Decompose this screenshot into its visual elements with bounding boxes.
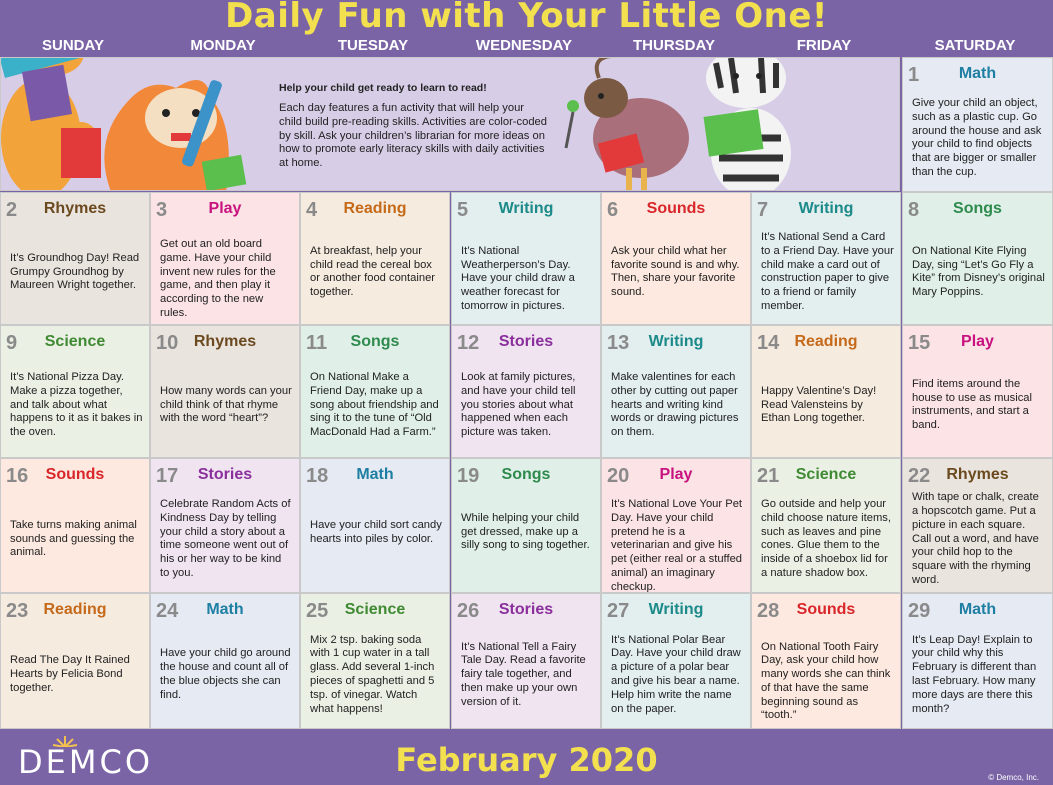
skill-label: Math [958, 601, 997, 618]
weekday-sunday: SUNDAY [42, 37, 104, 54]
skill-label: Rhymes [946, 466, 1009, 483]
weekday-monday: MONDAY [190, 37, 256, 54]
skill-label: Reading [43, 601, 107, 618]
activity-text: It’s National Love Your Pet Day. Have your child pretend he is a veterinarian and give his pet (either real or a stuffed animal) an imaginary checkup. [611, 498, 743, 593]
activity-text: It’s Groundhog Day! Read Grumpy Groundhog by Maureen Wright together. [10, 251, 140, 292]
day-cell-29 [902, 593, 1053, 729]
skill-label: Songs [350, 333, 400, 350]
skill-label: Stories [197, 466, 253, 483]
day-number: 6 [607, 199, 619, 221]
activity-text: Mix 2 tsp. baking soda with 1 cup water in a tall glass. Add several 1-inch pieces of spaghetti and 5 tsp. of vinegar. Watch what happens! [310, 633, 435, 715]
activity-text: It’s National Weatherperson’s Day. Have your child draw a weather forecast for tomorrow in pictures. [461, 244, 575, 313]
demco-logo: DEMCO [18, 743, 153, 781]
kangaroo-illustration [1, 58, 101, 191]
skill-label: Writing [798, 200, 854, 217]
skill-label: Math [206, 601, 244, 618]
zebra-illustration [703, 58, 791, 191]
activity-text: Get out an old board game. Have your child invent new rules for the game, and then play it according to the new rules. [160, 238, 276, 319]
activity-text: It’s National Tell a Fairy Tale Day. Read a favorite fairy tale together, and then make up your own version of it. [461, 640, 586, 708]
day-number: 7 [757, 199, 769, 221]
skill-label: Math [958, 65, 997, 82]
skill-label: Songs [953, 200, 1002, 217]
activity-text: At breakfast, help your child read the cereal box or another food container together. [310, 244, 436, 299]
day-cell-20 [601, 458, 751, 593]
activity-text: Read The Day It Rained Hearts by Felicia Bond together. [10, 654, 130, 694]
day-number: 18 [306, 465, 329, 487]
weekday-wednesday: WEDNESDAY [475, 37, 573, 54]
skill-label: Play [961, 333, 994, 350]
skill-label: Math [356, 466, 394, 483]
day-number: 10 [156, 332, 179, 354]
weekday-thursday: THURSDAY [633, 37, 715, 54]
day-cell-2 [0, 192, 150, 325]
activity-text: It’s National Send a Card to a Friend Day. Have your child make a card out of construction paper to give to a friend or family member. [761, 231, 894, 313]
weekday-tuesday: TUESDAY [337, 37, 409, 54]
weekday-saturday: SATURDAY [934, 37, 1016, 54]
skill-label: Sounds [45, 466, 105, 483]
day-number: 27 [607, 600, 630, 622]
activity-text: Find items around the house to use as musical instruments, and start a band. [912, 377, 1033, 432]
activity-text: Have your child go around the house and count all of the blue objects she can find. [160, 647, 291, 701]
activity-text: Celebrate Random Acts of Kindness Day by telling your child a story about a time someone went out of his or her way to be kind to you. [160, 498, 291, 580]
activity-text: On National Tooth Fairy Day, ask your child how many words she can think of that have the same beginning sound as “tooth.” [761, 640, 891, 722]
month-title: February 2020 [395, 741, 658, 779]
day-cell-21 [751, 458, 901, 593]
day-cell-22 [902, 458, 1053, 593]
day-cell-25 [300, 593, 450, 729]
activity-text: On National Kite Flying Day, sing “Let’s Go Fly a Kite” from Disney’s original Mary Poppins. [912, 244, 1045, 299]
day-cell-24 [150, 593, 300, 729]
copyright: © Demco, Inc. [988, 773, 1039, 782]
intro-body: Each day features a fun activity that will help your child build pre-reading skills. Activities are color-coded by skill. Ask your children’s librarian for more ideas on how to promote early literacy skills with daily activities at home. [279, 102, 548, 170]
activity-text: Ask your child what her favorite sound is and why. Then, share your favorite sound. [611, 244, 740, 299]
day-cell-14 [751, 325, 901, 458]
activity-text: Take turns making animal sounds and guessing the animal. [10, 518, 137, 559]
day-cell-23 [0, 593, 150, 729]
day-cell-7 [751, 192, 901, 325]
day-number: 3 [156, 199, 168, 221]
day-number: 28 [757, 600, 780, 622]
activity-text: Give your child an object, such as a plastic cup. Go around the house and ask your child to find objects that are bigger or smaller than the cup. [912, 97, 1042, 179]
day-number: 19 [457, 465, 480, 487]
day-number: 22 [908, 465, 931, 487]
skill-label: Rhymes [43, 200, 107, 217]
day-cell-8 [902, 192, 1053, 325]
day-cell-18 [300, 458, 450, 593]
skill-label: Play [659, 466, 693, 483]
day-number: 8 [908, 199, 920, 221]
day-number: 26 [457, 600, 480, 622]
day-cell-15 [902, 325, 1053, 458]
activity-text: While helping your child get dressed, make up a silly song to sing together. [461, 511, 590, 552]
day-number: 12 [457, 332, 480, 354]
day-cell-26 [451, 593, 601, 729]
day-cell-4 [300, 192, 450, 325]
activity-text: Go outside and help your child choose nature items, such as leaves and pine cones. Glue them to the inside of a shoebox lid for a nature shadow box. [761, 498, 891, 580]
activity-text: Make valentines for each other by cutting out paper hearts and writing kind words or drawing pictures on them. [611, 371, 739, 439]
day-cell-17 [150, 458, 300, 593]
skill-label: Science [344, 601, 406, 618]
day-cell-11 [300, 325, 450, 458]
day-number: 25 [306, 600, 329, 622]
day-cell-1 [902, 57, 1053, 192]
day-cell-3 [150, 192, 300, 325]
skill-label: Science [795, 466, 857, 483]
day-number: 2 [6, 199, 18, 221]
skill-label: Songs [501, 466, 551, 483]
day-cell-10 [150, 325, 300, 458]
day-number: 5 [457, 199, 469, 221]
activity-text: Happy Valentine’s Day! Read Valensteins by Ethan Long together. [761, 384, 877, 425]
day-cell-9 [0, 325, 150, 458]
skill-label: Writing [648, 601, 704, 618]
day-cell-12 [451, 325, 601, 458]
day-cell-27 [601, 593, 751, 729]
day-number: 1 [908, 64, 920, 86]
day-cell-5 [451, 192, 601, 325]
intro-panel [0, 57, 900, 191]
day-number: 21 [757, 465, 780, 487]
skill-label: Writing [498, 200, 554, 217]
footer [0, 729, 1053, 785]
day-number: 23 [6, 600, 29, 622]
day-number: 4 [306, 199, 318, 221]
day-number: 16 [6, 465, 29, 487]
intro-heading: Help your child get ready to learn to read! [279, 82, 487, 94]
activity-text: It’s National Pizza Day. Make a pizza together, and talk about what happens to it as it bakes in the oven. [10, 371, 143, 439]
activity-text: How many words can your child think of that rhyme with the word “heart”? [160, 384, 292, 425]
day-number: 20 [607, 465, 630, 487]
day-number: 24 [156, 600, 179, 622]
day-number: 14 [757, 332, 780, 354]
day-cell-19 [451, 458, 601, 593]
skill-label: Writing [648, 333, 704, 350]
calendar-grid [0, 57, 1053, 729]
fox-illustration [104, 79, 246, 191]
activity-text: On National Make a Friend Day, make up a song about friendship and sing it to the tune of “Old MacDonald Had a Farm.” [310, 371, 439, 439]
weekday-header [0, 37, 1053, 57]
day-number: 15 [908, 332, 931, 354]
day-number: 29 [908, 600, 931, 622]
bird-illustration [566, 58, 689, 191]
skill-label: Sounds [796, 601, 856, 618]
day-number: 17 [156, 465, 179, 487]
day-cell-16 [0, 458, 150, 593]
activity-text: It’s National Polar Bear Day. Have your child draw a picture of a polar bear and give his bear a name. Help him write the name on the paper. [611, 633, 741, 715]
skill-label: Science [44, 333, 106, 350]
day-cell-13 [601, 325, 751, 458]
day-number: 9 [6, 332, 18, 354]
day-cell-28 [751, 593, 901, 729]
activity-text: With tape or chalk, create a hopscotch game. Put a picture in each square. Call out a word, and have your child hop to the square with the rhyming word. [912, 491, 1039, 586]
activity-text: Look at family pictures, and have your child tell you stories about what happened when each picture was taken. [461, 371, 576, 439]
activity-text: Have your child sort candy hearts into piles by color. [310, 518, 442, 545]
skill-label: Rhymes [193, 333, 257, 350]
activity-text: It’s Leap Day! Explain to your child why this February is different than last February. How many more days are there this month? [912, 633, 1037, 715]
skill-label: Reading [343, 200, 407, 217]
skill-label: Sounds [646, 200, 706, 217]
skill-label: Stories [498, 601, 554, 618]
day-number: 13 [607, 332, 630, 354]
skill-label: Stories [498, 333, 554, 350]
weekday-friday: FRIDAY [796, 37, 852, 54]
day-cell-6 [601, 192, 751, 325]
skill-label: Play [208, 200, 242, 217]
page-title: Daily Fun with Your Little One! [225, 0, 828, 36]
skill-label: Reading [794, 333, 858, 350]
day-number: 11 [306, 332, 328, 354]
